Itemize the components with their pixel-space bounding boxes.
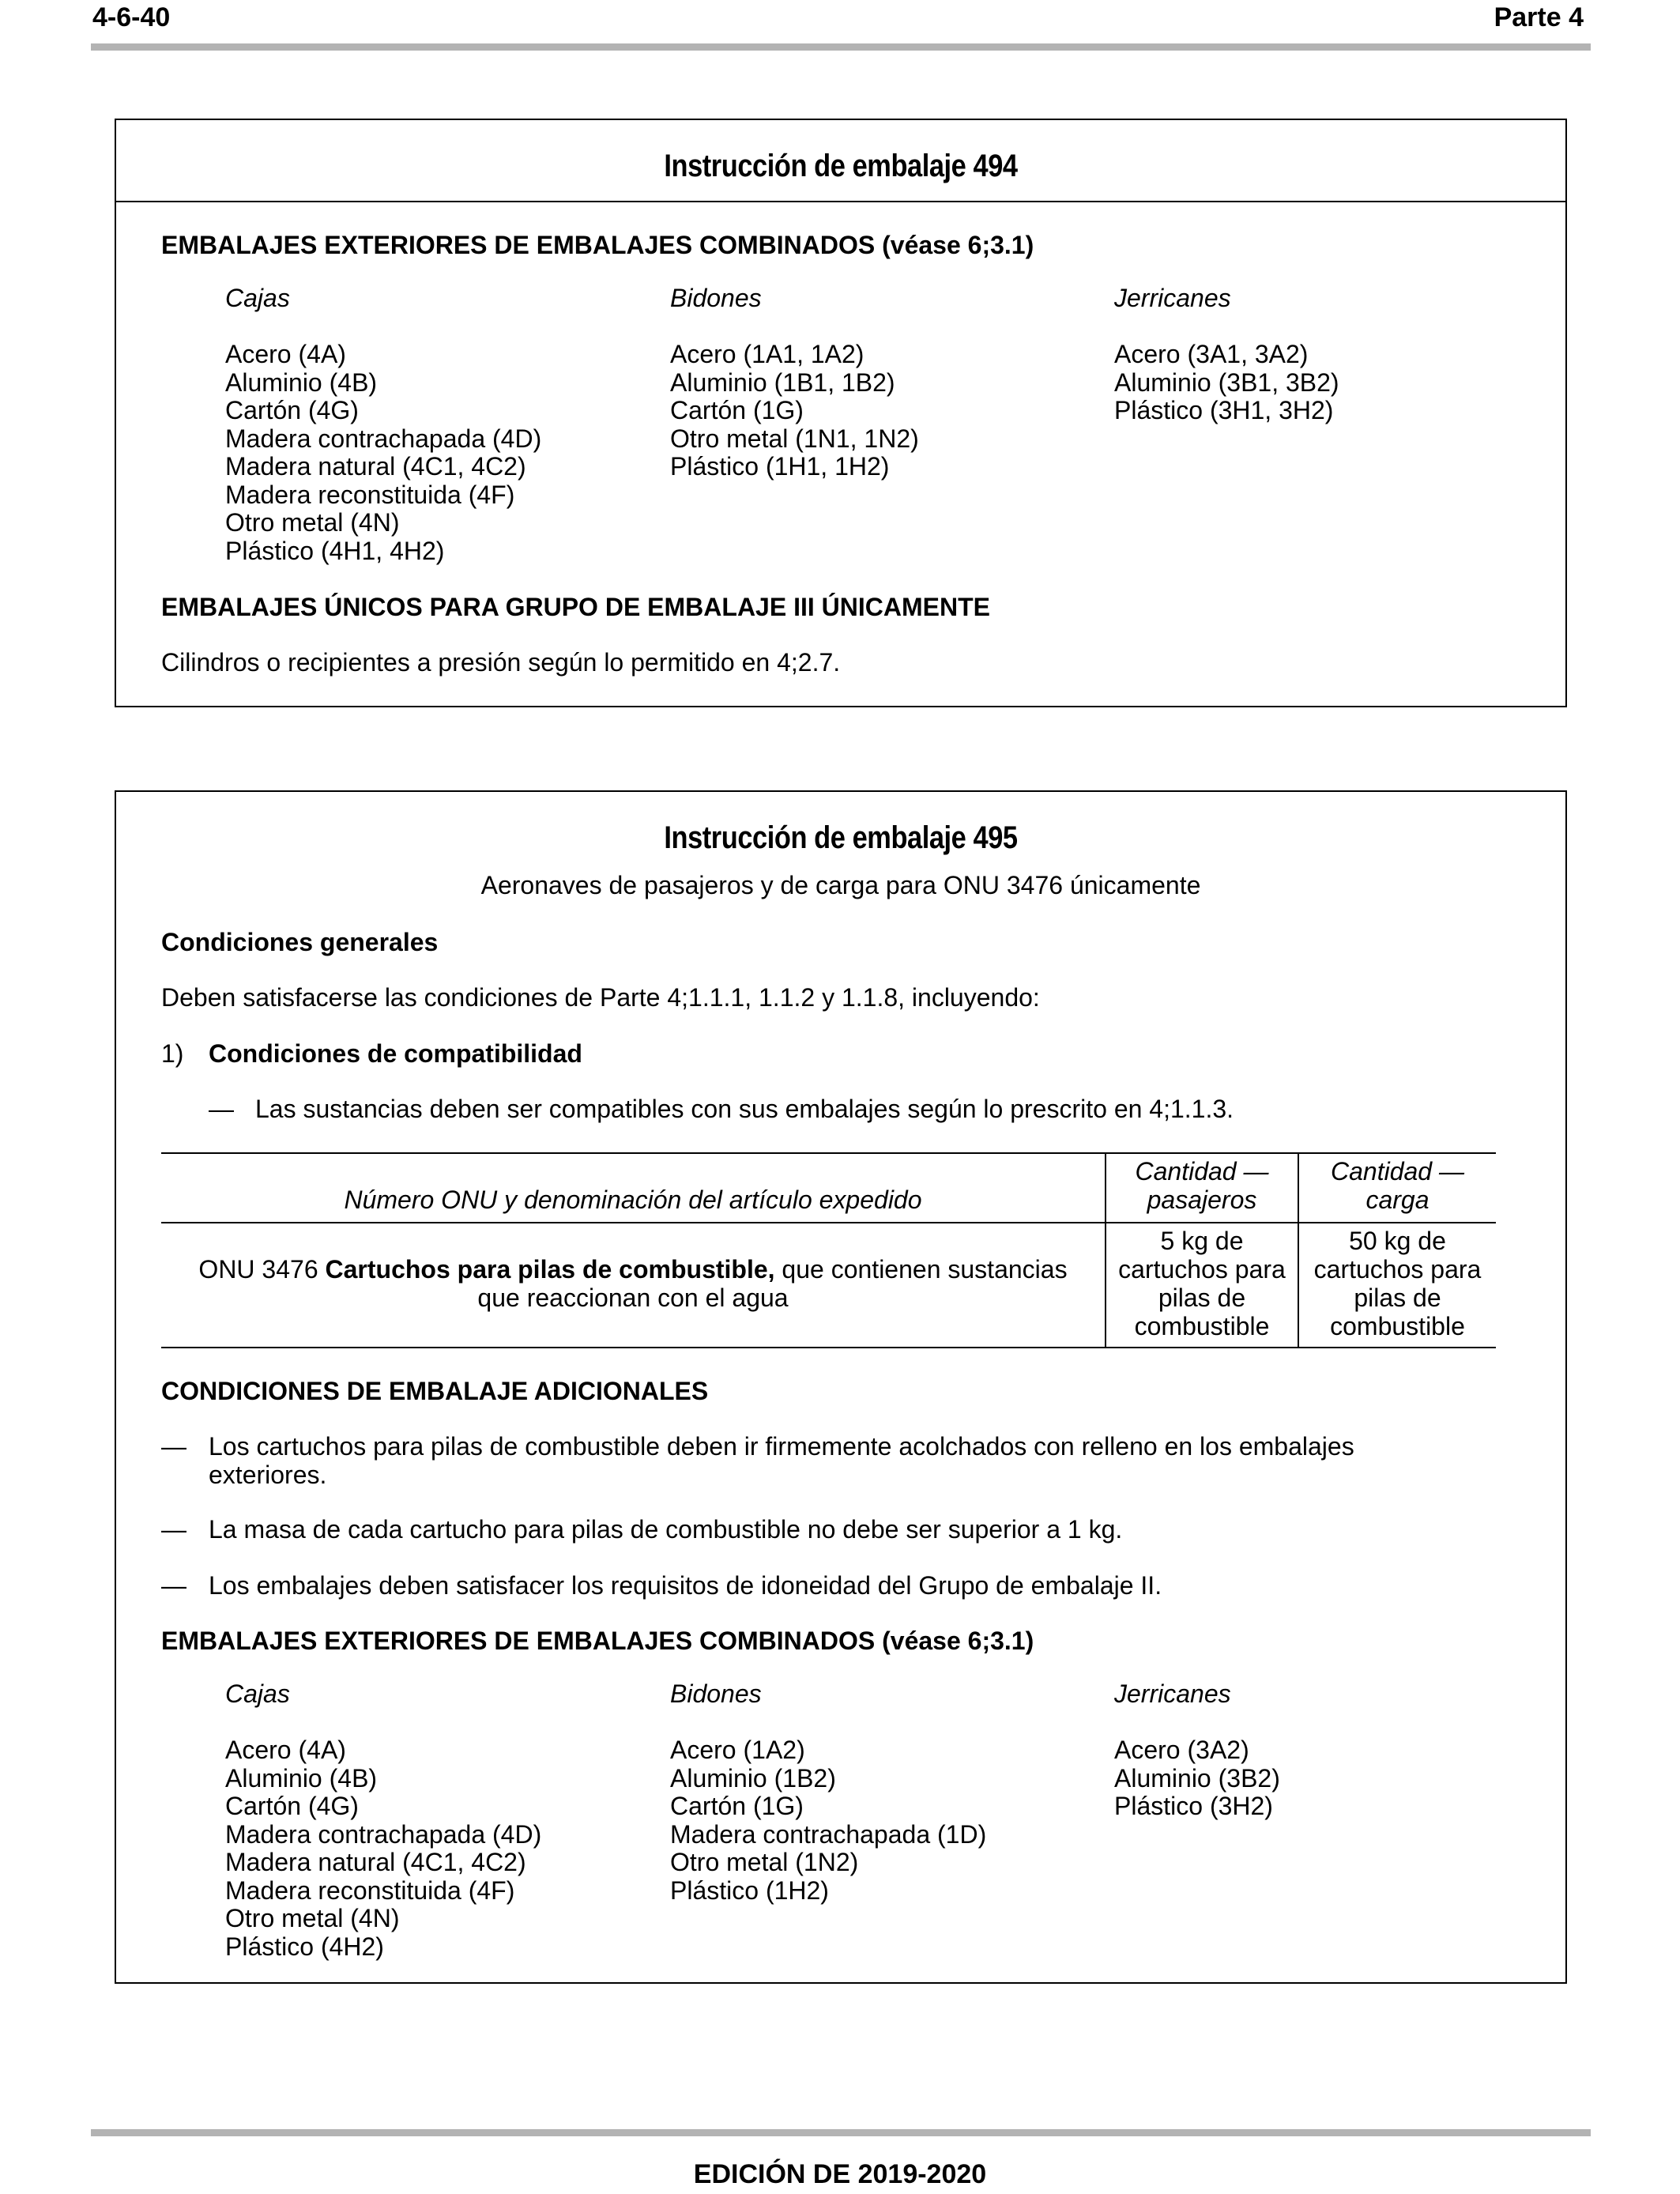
pi494-item: Madera natural (4C1, 4C2) — [225, 452, 526, 481]
pi494-single-heading: EMBALAJES ÚNICOS PARA GRUPO DE EMBALAJE III ÚNICAMENTE — [161, 593, 990, 621]
qty-line: pilas de — [1354, 1284, 1441, 1312]
pi494-item: Aluminio (1B1, 1B2) — [670, 368, 895, 397]
em-dash: — — [161, 1571, 186, 1600]
pi495-item: Aluminio (3B2) — [1114, 1763, 1280, 1793]
pi494-col-heading: Bidones — [670, 284, 762, 312]
footer-rule — [91, 2129, 1591, 2136]
qty-line: 5 kg de — [1160, 1227, 1244, 1255]
em-dash: — — [161, 1432, 186, 1461]
pi495-item: Madera contrachapada (1D) — [670, 1819, 987, 1849]
pi495-item: Aluminio (4B) — [225, 1763, 378, 1793]
pi494-col-jerricanes — [1114, 285, 1339, 425]
pi495-col-cajas — [225, 1680, 541, 1961]
passenger-qty-cell — [1106, 1227, 1298, 1340]
general-conditions-heading: Condiciones generales — [161, 928, 439, 956]
un-number: ONU 3476 — [198, 1255, 326, 1284]
pi495-item: Madera natural (4C1, 4C2) — [225, 1848, 526, 1876]
table-top-rule — [161, 1152, 1496, 1154]
pi495-item: Plástico (3H2) — [1114, 1792, 1273, 1820]
qty-line: combustible — [1330, 1312, 1465, 1340]
passenger-qty-header — [1106, 1157, 1298, 1214]
pi495-item: Madera contrachapada (4D) — [225, 1819, 542, 1849]
qty-line: combustible — [1134, 1312, 1270, 1340]
condition-line: Los cartuchos para pilas de combustible deben ir firmemente acolchados con relleno en los embalajes — [209, 1432, 1354, 1461]
packing-instruction-494 — [115, 119, 1567, 707]
pi494-item: Otro metal (4N) — [225, 508, 400, 537]
pi494-outer-heading: EMBALAJES EXTERIORES DE EMBALAJES COMBINADOS (véase 6;3.1) — [161, 231, 1034, 259]
em-dash: — — [161, 1515, 186, 1544]
pi494-item: Aluminio (3B1, 3B2) — [1114, 368, 1339, 397]
pi495-col-heading: Bidones — [670, 1679, 762, 1708]
pi495-item: Cartón (1G) — [670, 1792, 804, 1820]
qty-line: 50 kg de — [1349, 1227, 1446, 1255]
pi495-item: Acero (1A2) — [670, 1736, 805, 1764]
pi494-item: Cartón (4G) — [225, 396, 359, 424]
qty-line: pilas de — [1158, 1284, 1246, 1312]
header-line: pasajeros — [1147, 1186, 1257, 1214]
pi494-item: Acero (3A1, 3A2) — [1114, 340, 1309, 368]
pi495-title: Instrucción de embalaje 495 — [664, 820, 1018, 855]
pi494-item: Cartón (1G) — [670, 396, 804, 424]
additional-condition — [209, 1432, 1354, 1489]
qty-line: cartuchos para — [1313, 1255, 1482, 1284]
header-rule — [91, 43, 1591, 51]
pi494-item: Madera reconstituida (4F) — [225, 480, 515, 509]
general-conditions-text: Deben satisfacerse las condiciones de Parte 4;1.1.1, 1.1.2 y 1.1.8, incluyendo: — [161, 983, 1040, 1012]
pi494-single-text: Cilindros o recipientes a presión según lo permitido en 4;2.7. — [161, 648, 841, 677]
header-line: Cantidad — — [1135, 1157, 1269, 1186]
pi494-col-heading: Jerricanes — [1114, 284, 1231, 312]
pi494-col-cajas — [225, 285, 541, 565]
cargo-qty-cell — [1299, 1227, 1496, 1340]
pi495-item: Plástico (1H2) — [670, 1875, 829, 1905]
table-header-rule — [161, 1222, 1496, 1223]
pi494-col-heading: Cajas — [225, 284, 290, 312]
pi494-item: Plástico (3H1, 3H2) — [1114, 396, 1334, 424]
pi495-item: Aluminio (1B2) — [670, 1763, 836, 1793]
item-number: 1) — [161, 1039, 184, 1068]
header-line: carga — [1365, 1186, 1430, 1214]
pi494-item: Aluminio (4B) — [225, 368, 378, 397]
part-label: Parte 4 — [1494, 2, 1584, 32]
pi494-item: Madera contrachapada (4D) — [225, 424, 542, 453]
compatibility-heading: Condiciones de compatibilidad — [209, 1039, 582, 1068]
pi495-item: Plástico (4H2) — [225, 1932, 384, 1961]
pi494-item: Plástico (4H1, 4H2) — [225, 536, 445, 565]
pi494-item: Acero (1A1, 1A2) — [670, 340, 864, 368]
pi495-item: Cartón (4G) — [225, 1792, 359, 1820]
cargo-qty-header — [1299, 1157, 1496, 1214]
additional-condition: Los embalajes deben satisfacer los requisitos de idoneidad del Grupo de embalaje II. — [209, 1571, 1162, 1600]
pi495-item: Madera reconstituida (4F) — [225, 1875, 515, 1905]
pi495-col-heading: Jerricanes — [1114, 1679, 1231, 1708]
pi495-subtitle: Aeronaves de pasajeros y de carga para ONU 3476 únicamente — [480, 871, 1201, 899]
packing-instruction-495 — [115, 790, 1567, 1984]
pi495-item: Acero (4A) — [225, 1736, 346, 1764]
additional-conditions-heading: CONDICIONES DE EMBALAJE ADICIONALES — [161, 1377, 709, 1405]
pi495-col-jerricanes — [1114, 1680, 1280, 1821]
table-bottom-rule — [161, 1347, 1496, 1348]
pi495-outer-heading: EMBALAJES EXTERIORES DE EMBALAJES COMBINADOS (véase 6;3.1) — [161, 1627, 1034, 1655]
pi494-title-bar — [116, 120, 1565, 202]
pi494-item: Acero (4A) — [225, 340, 346, 368]
qty-line: cartuchos para — [1118, 1255, 1286, 1284]
quantity-table — [161, 1152, 1496, 1350]
pi495-col-heading: Cajas — [225, 1679, 290, 1708]
pi494-title: Instrucción de embalaje 494 — [664, 149, 1018, 183]
pi495-col-bidones — [670, 1680, 986, 1905]
un-entry-cell — [161, 1255, 1105, 1312]
pi494-item: Otro metal (1N1, 1N2) — [670, 424, 919, 453]
em-dash: — — [209, 1095, 234, 1123]
pi494-item: Plástico (1H1, 1H2) — [670, 452, 890, 481]
un-entry-line1 — [161, 1255, 1105, 1284]
pi495-item: Otro metal (4N) — [225, 1904, 400, 1932]
un-entry-suffix: que contienen sustancias — [774, 1255, 1068, 1284]
page-number: 4-6-40 — [92, 2, 171, 32]
compatibility-text: Las sustancias deben ser compatibles con sus embalajes según lo prescrito en 4;1.1.3. — [255, 1095, 1234, 1123]
condition-line: exteriores. — [209, 1461, 327, 1489]
additional-condition: La masa de cada cartucho para pilas de combustible no debe ser superior a 1 kg. — [209, 1515, 1123, 1544]
pi494-col-bidones — [670, 285, 919, 481]
header-line: Cantidad — — [1331, 1157, 1464, 1186]
proper-shipping-name: Cartuchos para pilas de combustible, — [325, 1255, 775, 1284]
un-name-header: Número ONU y denominación del artículo expedido — [344, 1186, 922, 1214]
pi495-item: Acero (3A2) — [1114, 1736, 1249, 1764]
edition-label: EDICIÓN DE 2019-2020 — [693, 2159, 987, 2189]
un-entry-line2: que reaccionan con el agua — [477, 1284, 789, 1312]
pi495-item: Otro metal (1N2) — [670, 1848, 859, 1876]
